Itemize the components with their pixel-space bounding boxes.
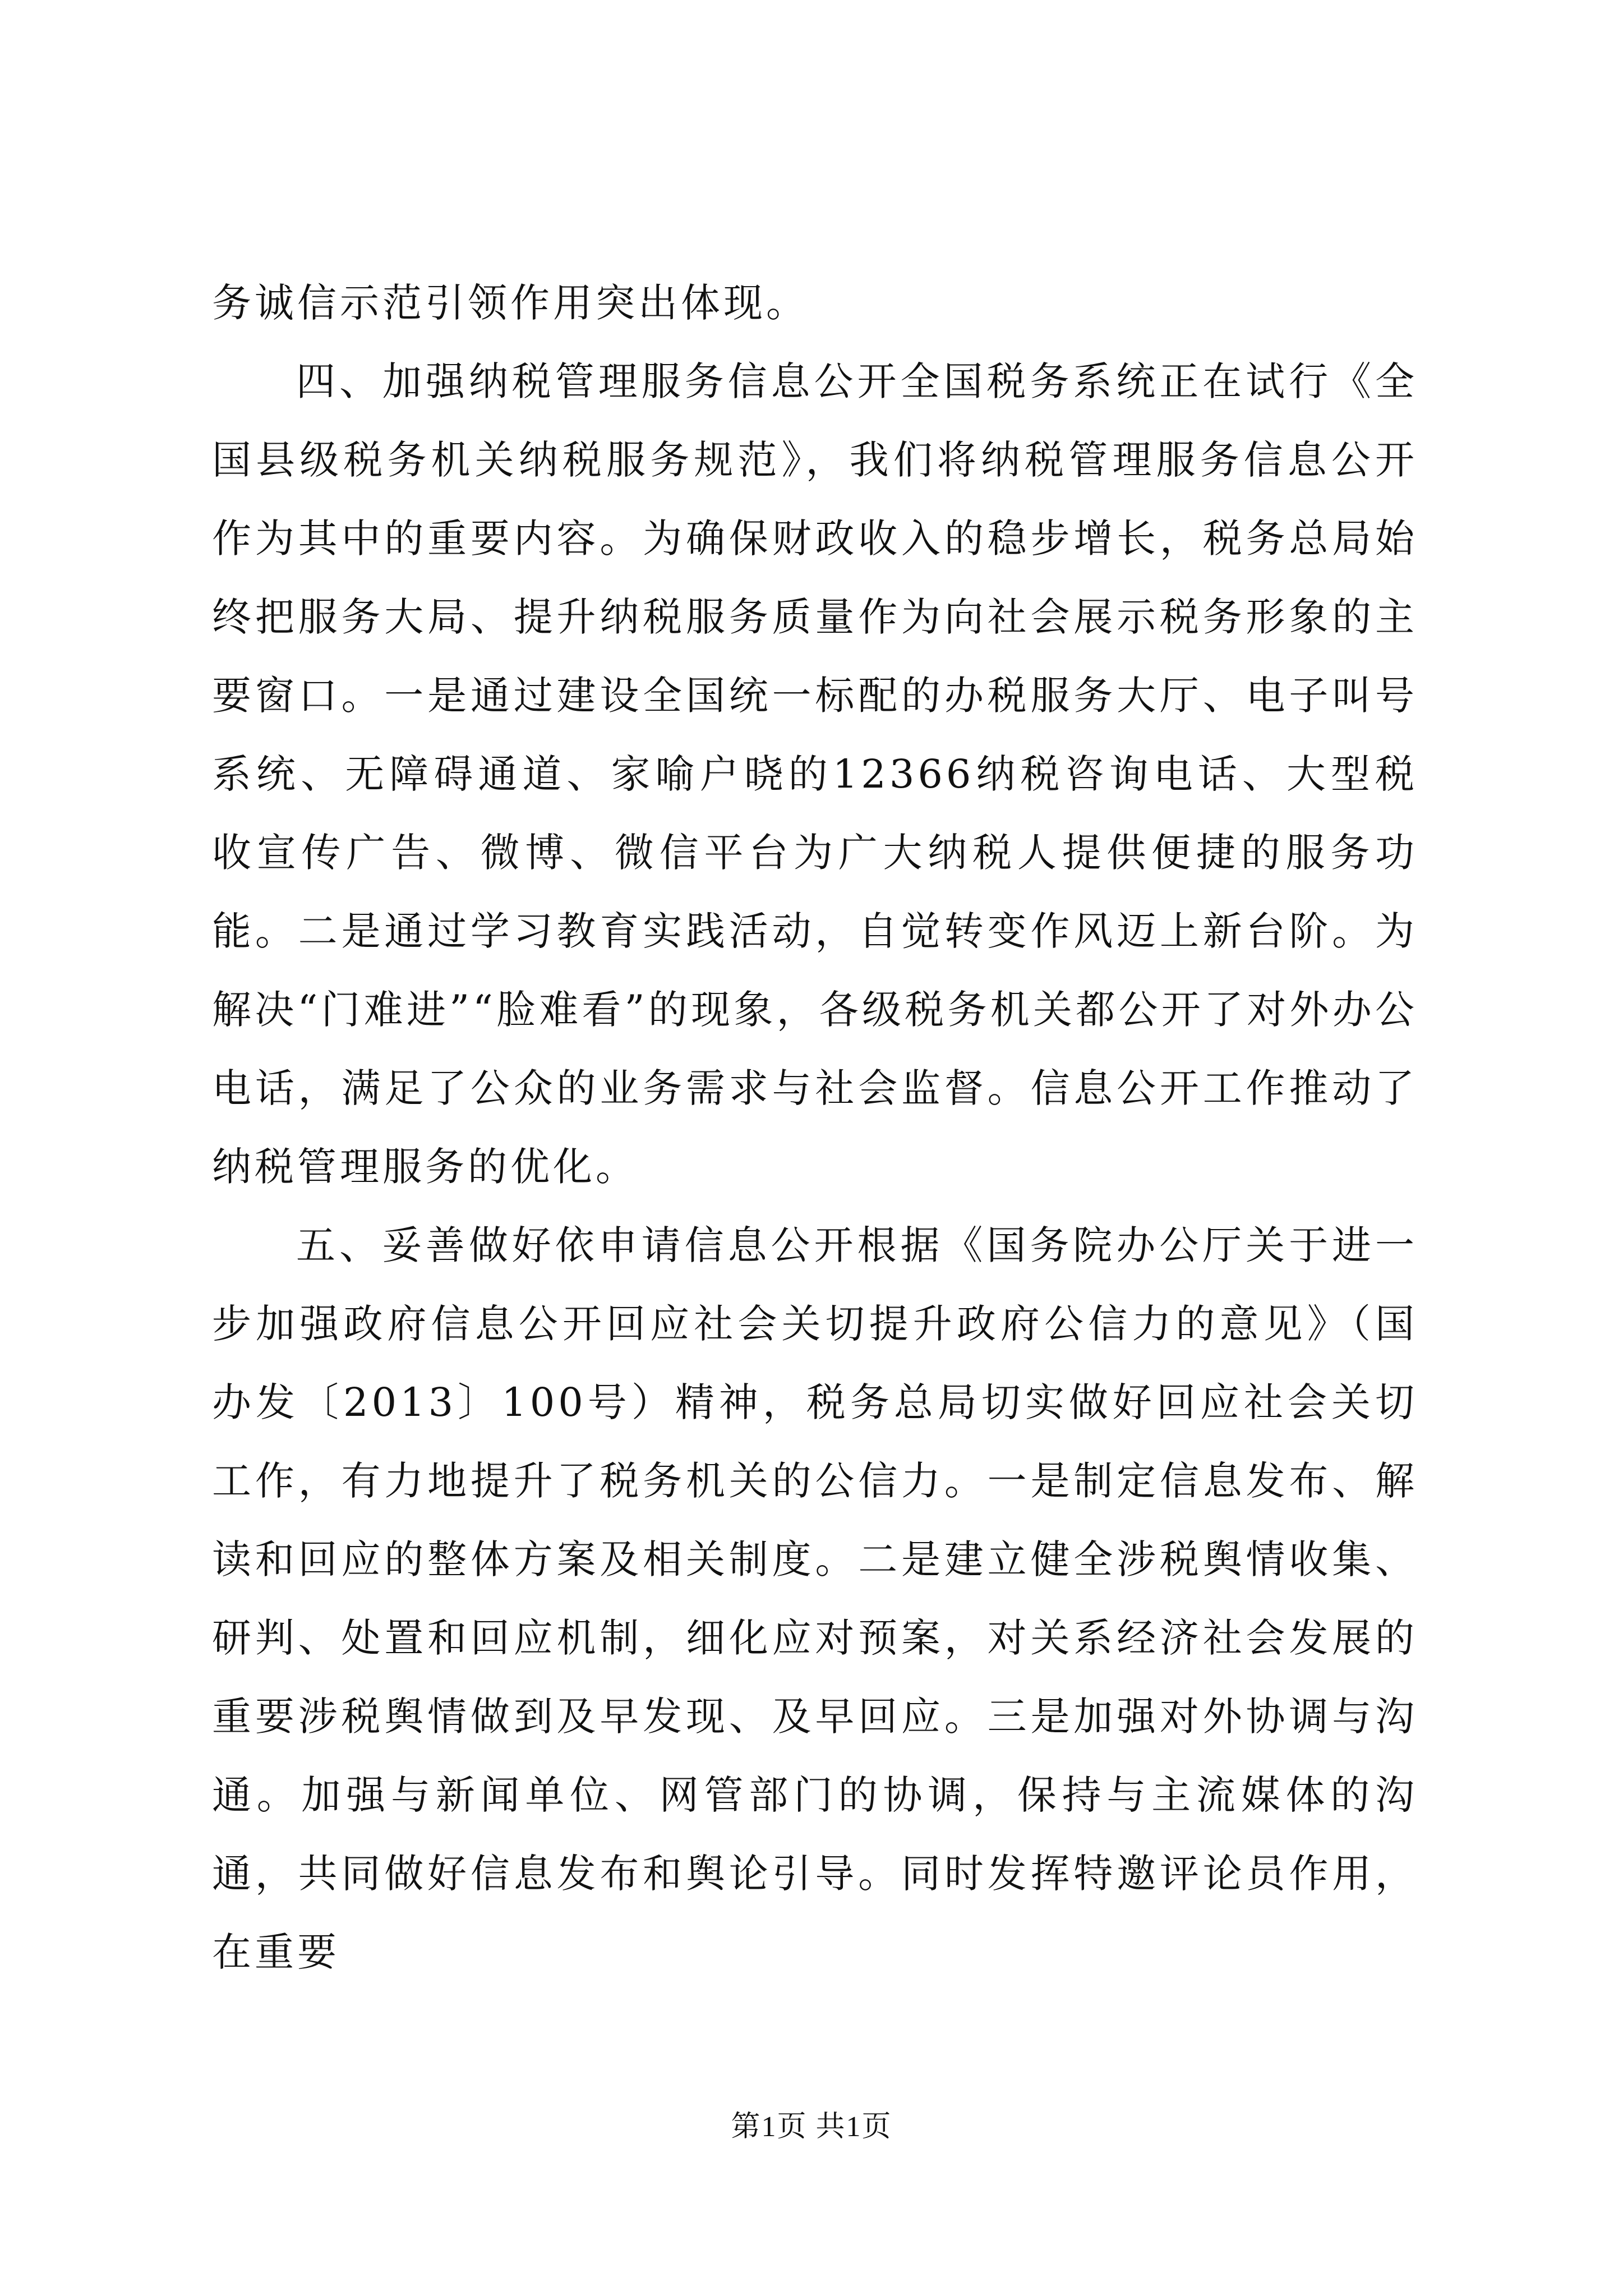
- document-body: [212, 264, 1418, 1991]
- paragraph-section-five: 五、妥善做好依申请信息公开根据《国务院办公厅关于进一步加强政府信息公开回应社会关切提升政府公信力的意见》（国办发〔2013〕100号）精神，税务总局切实做好回应社会关切工作，有力地提升了税务机关的公信力。一是制定信息发布、解读和回应的整体方案及相关制度。二是建立健全涉税舆情收集、研判、处置和回应机制，细化应对预案，对关系经济社会发展的重要涉税舆情做到及早发现、及早回应。三是加强对外协调与沟通。加强与新闻单位、网管部门的协调，保持与主流媒体的沟通，共同做好信息发布和舆论引导。同时发挥特邀评论员作用，在重要: [212, 1222, 1418, 1975]
- paragraph-section-four: 四、加强纳税管理服务信息公开全国税务系统正在试行《全国县级税务机关纳税服务规范》，我们将纳税管理服务信息公开作为其中的重要内容。为确保财政收入的稳步增长，税务总局始终把服务大局、提升纳税服务质量作为向社会展示税务形象的主要窗口。一是通过建设全国统一标配的办税服务大厅、电子叫号系统、无障碍通道、家喻户晓的12366纳税咨询电话、大型税收宣传广告、微博、微信平台为广大纳税人提供便捷的服务功能。二是通过学习教育实践活动，自觉转变作风迈上新台阶。为解决“门难进”“脸难看”的现象，各级税务机关都公开了对外办公电话，满足了公众的业务需求与社会监督。信息公开工作推动了纳税管理服务的优化。: [212, 358, 1418, 1190]
- page-footer: 第1页 共1页: [731, 2111, 892, 2143]
- paragraph-continuation: 务诚信示范引领作用突出体现。: [212, 280, 809, 326]
